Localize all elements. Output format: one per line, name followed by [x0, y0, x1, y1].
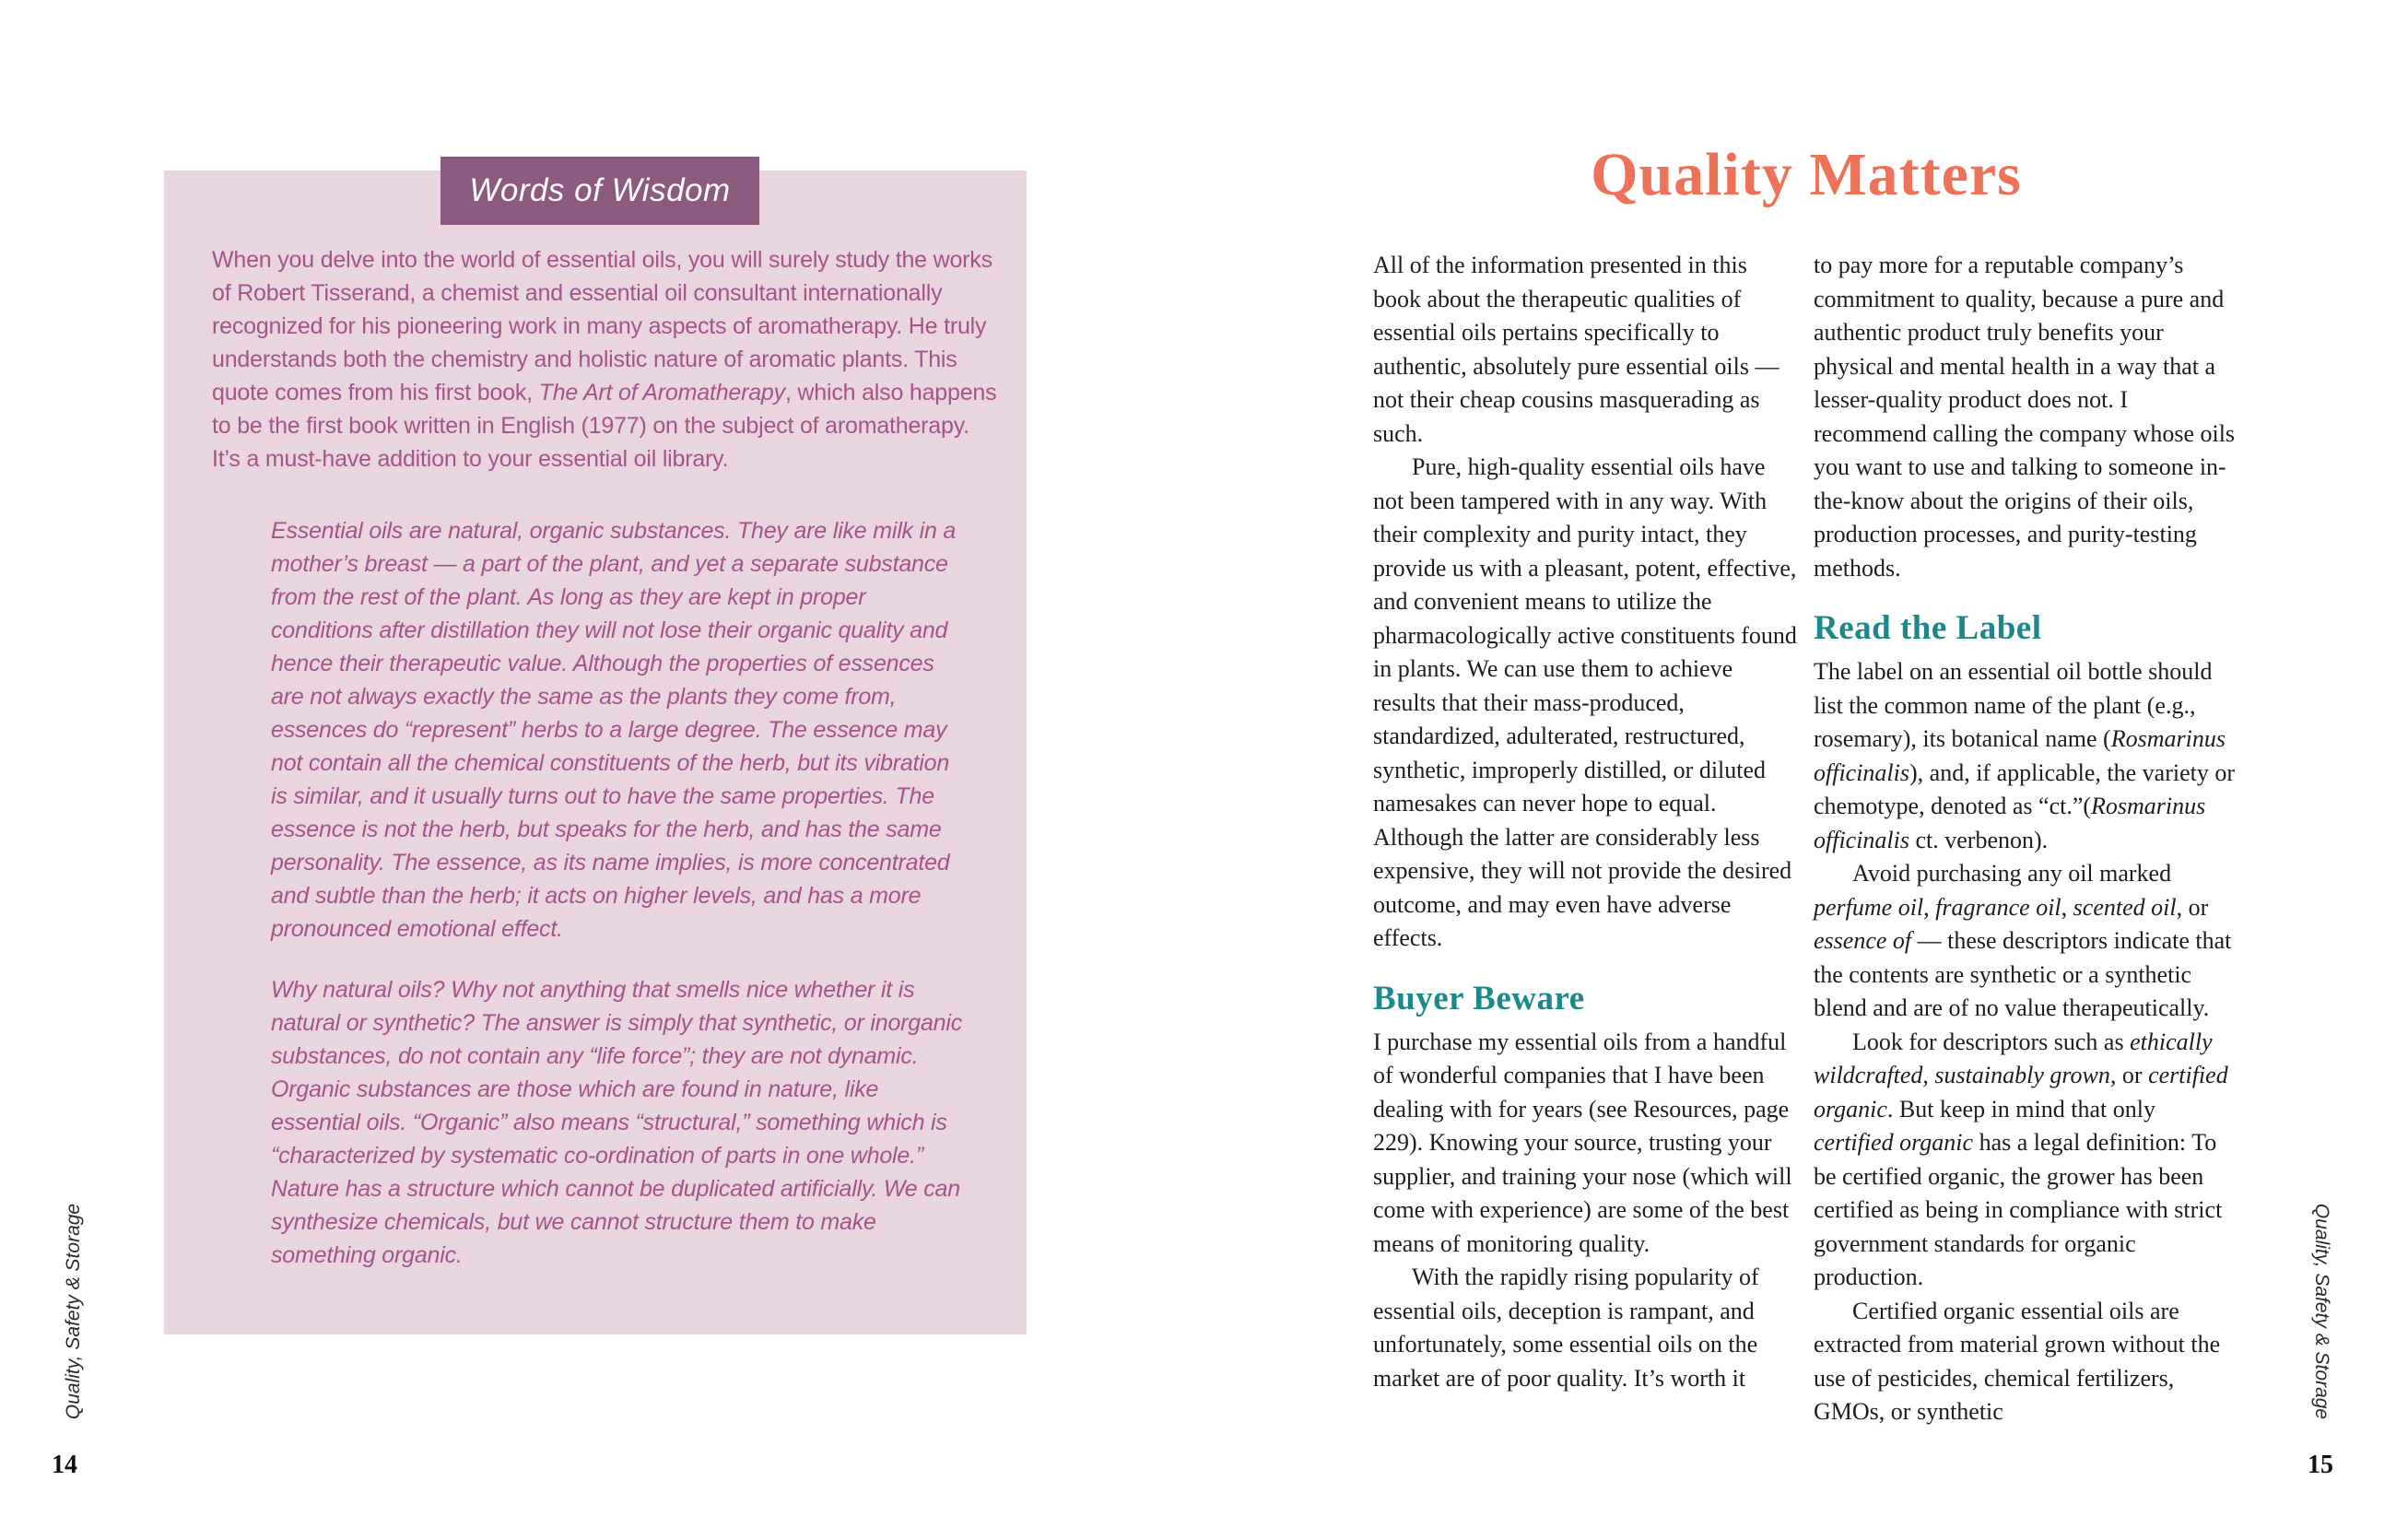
right-margin-chapter-label: Quality, Safety & Storage — [2311, 1203, 2332, 1420]
words-of-wisdom-intro: When you delve into the world of essential oils, you will surely study the works of Robert Tisserand, a chemist and essential oil consultant internationally recognized for his pioneering work in many aspects of aromatherapy. He truly understands both the chemistry and holistic nature of aromatic plants. This quote comes from his first book, The Art of Aromatherapy, which also happens to be the first book written in English (1977) on the subject of aromatherapy. It’s a must-have addition to your essential oil library. — [212, 247, 997, 472]
tisserand-quote-paragraph-1: Essential oils are natural, organic substances. They are like milk in a mother’s breast — a part of the plant, and yet a separate substance from the rest of the plant. As long as they are kept in proper conditions after distillation they will not lose their organic quality and hence their therapeutic value. Although the properties of essences are not always exactly the same as the plants they come from, essences do “represent” herbs to a large degree. The essence may not contain all the chemical constituents of the herb, but its vibration is similar, and it usually turns out to have the same properties. The essence is not the herb, but speaks for the herb, and has the same personality. The essence, as its name implies, is more concentrated and subtle than the herb; it acts on higher levels, and has a more pronounced emotional effect. — [271, 518, 957, 942]
right-page-column-2 — [1814, 249, 2241, 1429]
body-paragraph: to pay more for a reputable company’s commitment to quality, because a pure and authentic product truly benefits your physical and mental health in a way that a lesser-quality product does not. I recommend calling the company whose oils you want to use and talking to someone in-the-know about the origins of their oils, production processes, and purity-testing methods. — [1814, 252, 2236, 582]
body-paragraph: I purchase my essential oils from a handful of wonderful companies that I have been dealing with for years (see Resources, page 229). Knowing your source, trusting your supplier, and training your nose (which will come with experience) are some of the best means of monitoring quality. — [1373, 1028, 1792, 1257]
left-margin-chapter-label: Quality, Safety & Storage — [63, 1203, 84, 1420]
words-of-wisdom-title: Words of Wisdom — [469, 172, 731, 208]
words-of-wisdom-header — [440, 157, 759, 225]
section-heading-read-the-label: Read the Label — [1814, 609, 2042, 647]
body-paragraph: Certified organic essential oils are extracted from material grown without the use of pesticides, chemical fertilizers, GMOs, or synthetic — [1814, 1297, 2221, 1425]
section-heading-buyer-beware: Buyer Beware — [1373, 979, 1585, 1017]
body-paragraph: Avoid purchasing any oil marked perfume oil, fragrance oil, scented oil, or essence of — these descriptors indicate that the contents are synthetic or a synthetic blend and are of no value therapeutically. — [1814, 860, 2232, 1021]
left-page-number: 14 — [52, 1451, 77, 1479]
body-paragraph: The label on an essential oil bottle should list the common name of the plant (e.g., rosemary), its botanical name (Rosmarinus officinalis), and, if applicable, the variety or chemotype, denoted as “ct.”(Rosmarinus officinalis ct. verbenon). — [1814, 658, 2236, 853]
tisserand-quote-paragraph-2: Why natural oils? Why not anything that smells nice whether it is natural or synthetic? The answer is simply that synthetic, or inorganic substances, do not contain any “life force”; they are not dynamic. Organic substances are those which are found in nature, like essential oils. “Organic” also means “structural,” something which is “characterized by systematic co-ordination of parts in one whole.” Nature has a structure which cannot be duplicated artificially. We can synthesize chemicals, but we cannot structure them to make something organic. — [271, 977, 963, 1268]
page-title: Quality Matters — [1591, 141, 2022, 208]
right-page-column-1 — [1373, 249, 1797, 1395]
body-paragraph: Pure, high-quality essential oils have not been tampered with in any way. With their complexity and purity intact, they provide us with a pleasant, potent, effective, and convenient means to utilize the pharmacologically active constituents found in plants. We can use them to achieve results that their mass-produced, standardized, adulterated, restructured, synthetic, improperly distilled, or diluted namesakes can never hope to equal. Although the latter are considerably less expensive, they will not provide the desired outcome, and may even have adverse effects. — [1373, 453, 1797, 951]
body-paragraph: Look for descriptors such as ethically wildcrafted, sustainably grown, or certified organic. But keep in mind that only certified organic has a legal definition: To be certified organic, the grower has been certified as being in compliance with strict government standards for organic production. — [1814, 1028, 2228, 1290]
body-paragraph: All of the information presented in this book about the therapeutic qualities of essential oils pertains specifically to authentic, absolutely pure essential oils — not their cheap cousins masquerading as such. — [1373, 252, 1779, 447]
right-page-number: 15 — [2308, 1451, 2333, 1479]
body-paragraph: With the rapidly rising popularity of essential oils, deception is rampant, and unfortunately, some essential oils on the market are of poor quality. It’s worth it — [1373, 1264, 1759, 1392]
